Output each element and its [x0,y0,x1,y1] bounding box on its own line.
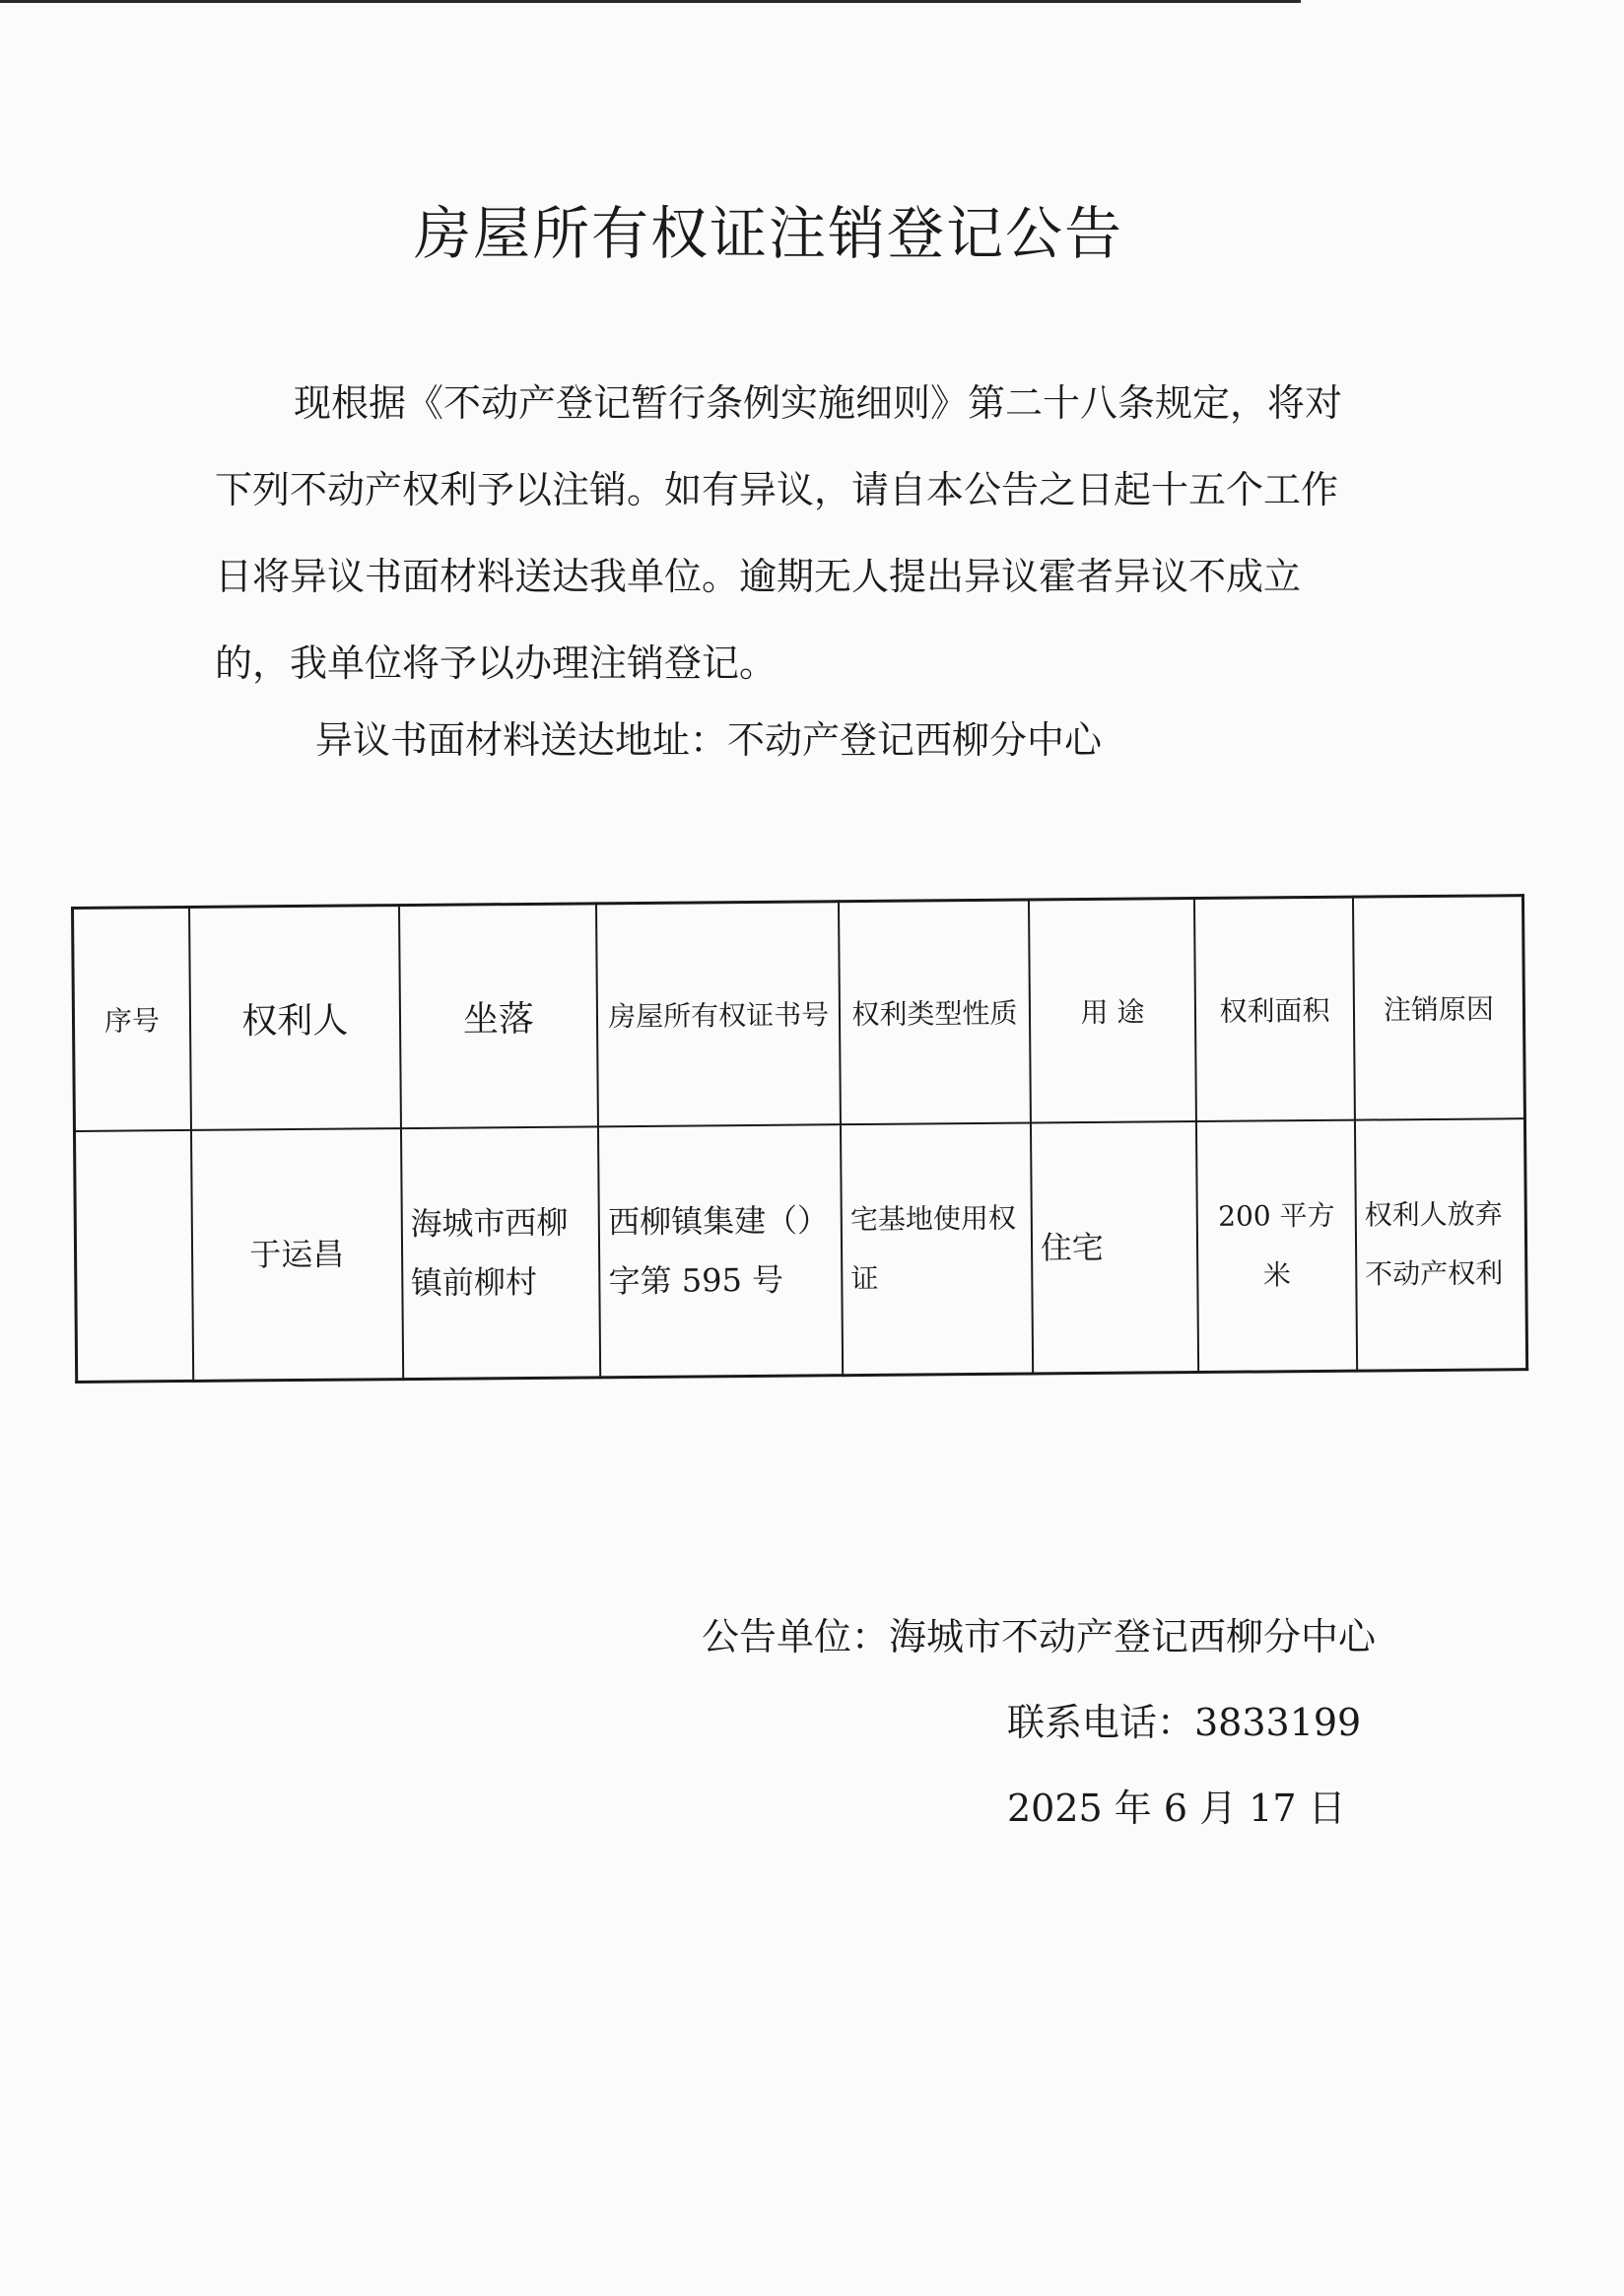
scan-edge-line [0,0,1301,3]
cell-location: 海城市西柳镇前柳村 [401,1126,601,1379]
cell-cert-no: 西柳镇集建（）字第 595 号 [598,1124,843,1378]
cancellation-table [71,894,1528,1384]
notice-paragraph: 现根据《不动产登记暂行条例实施细则》第二十八条规定，将对下列不动产权利予以注销。如有异议，请自本公告之日起十五个工作日将异议书面材料送达我单位。逾期无人提出异议霍者异议不成立的，我单位将予以办理注销登记。 [215,381,1343,685]
contact-phone: 联系电话：3833199 [1007,1701,1362,1744]
header-holder: 权利人 [189,906,401,1130]
header-cert-no: 房屋所有权证书号 [596,902,841,1127]
issuing-unit: 公告单位：海城市不动产登记西柳分中心 [702,1615,1377,1658]
cell-index [74,1130,193,1383]
cell-reason: 权利人放弃不动产权利 [1355,1118,1527,1371]
cell-area: 200 平方米 [1196,1120,1357,1373]
header-area: 权利面积 [1194,897,1355,1121]
document-title: 房屋所有权证注销登记公告 [413,200,1123,267]
table-row [74,1118,1526,1382]
cell-holder: 于运昌 [191,1128,403,1381]
cell-right-type: 宅基地使用权证 [841,1123,1033,1376]
objection-address: 异议书面材料送达地址：不动产登记西柳分中心 [315,718,1103,762]
header-usage: 用 途 [1029,899,1197,1123]
header-location: 坐落 [399,904,599,1128]
header-right-type: 权利类型性质 [839,900,1031,1124]
header-reason: 注销原因 [1353,896,1525,1120]
cell-usage: 住宅 [1031,1121,1199,1374]
table-header-row [73,896,1525,1131]
header-index: 序号 [73,907,191,1131]
notice-date: 2025 年 6 月 17 日 [1007,1787,1346,1830]
